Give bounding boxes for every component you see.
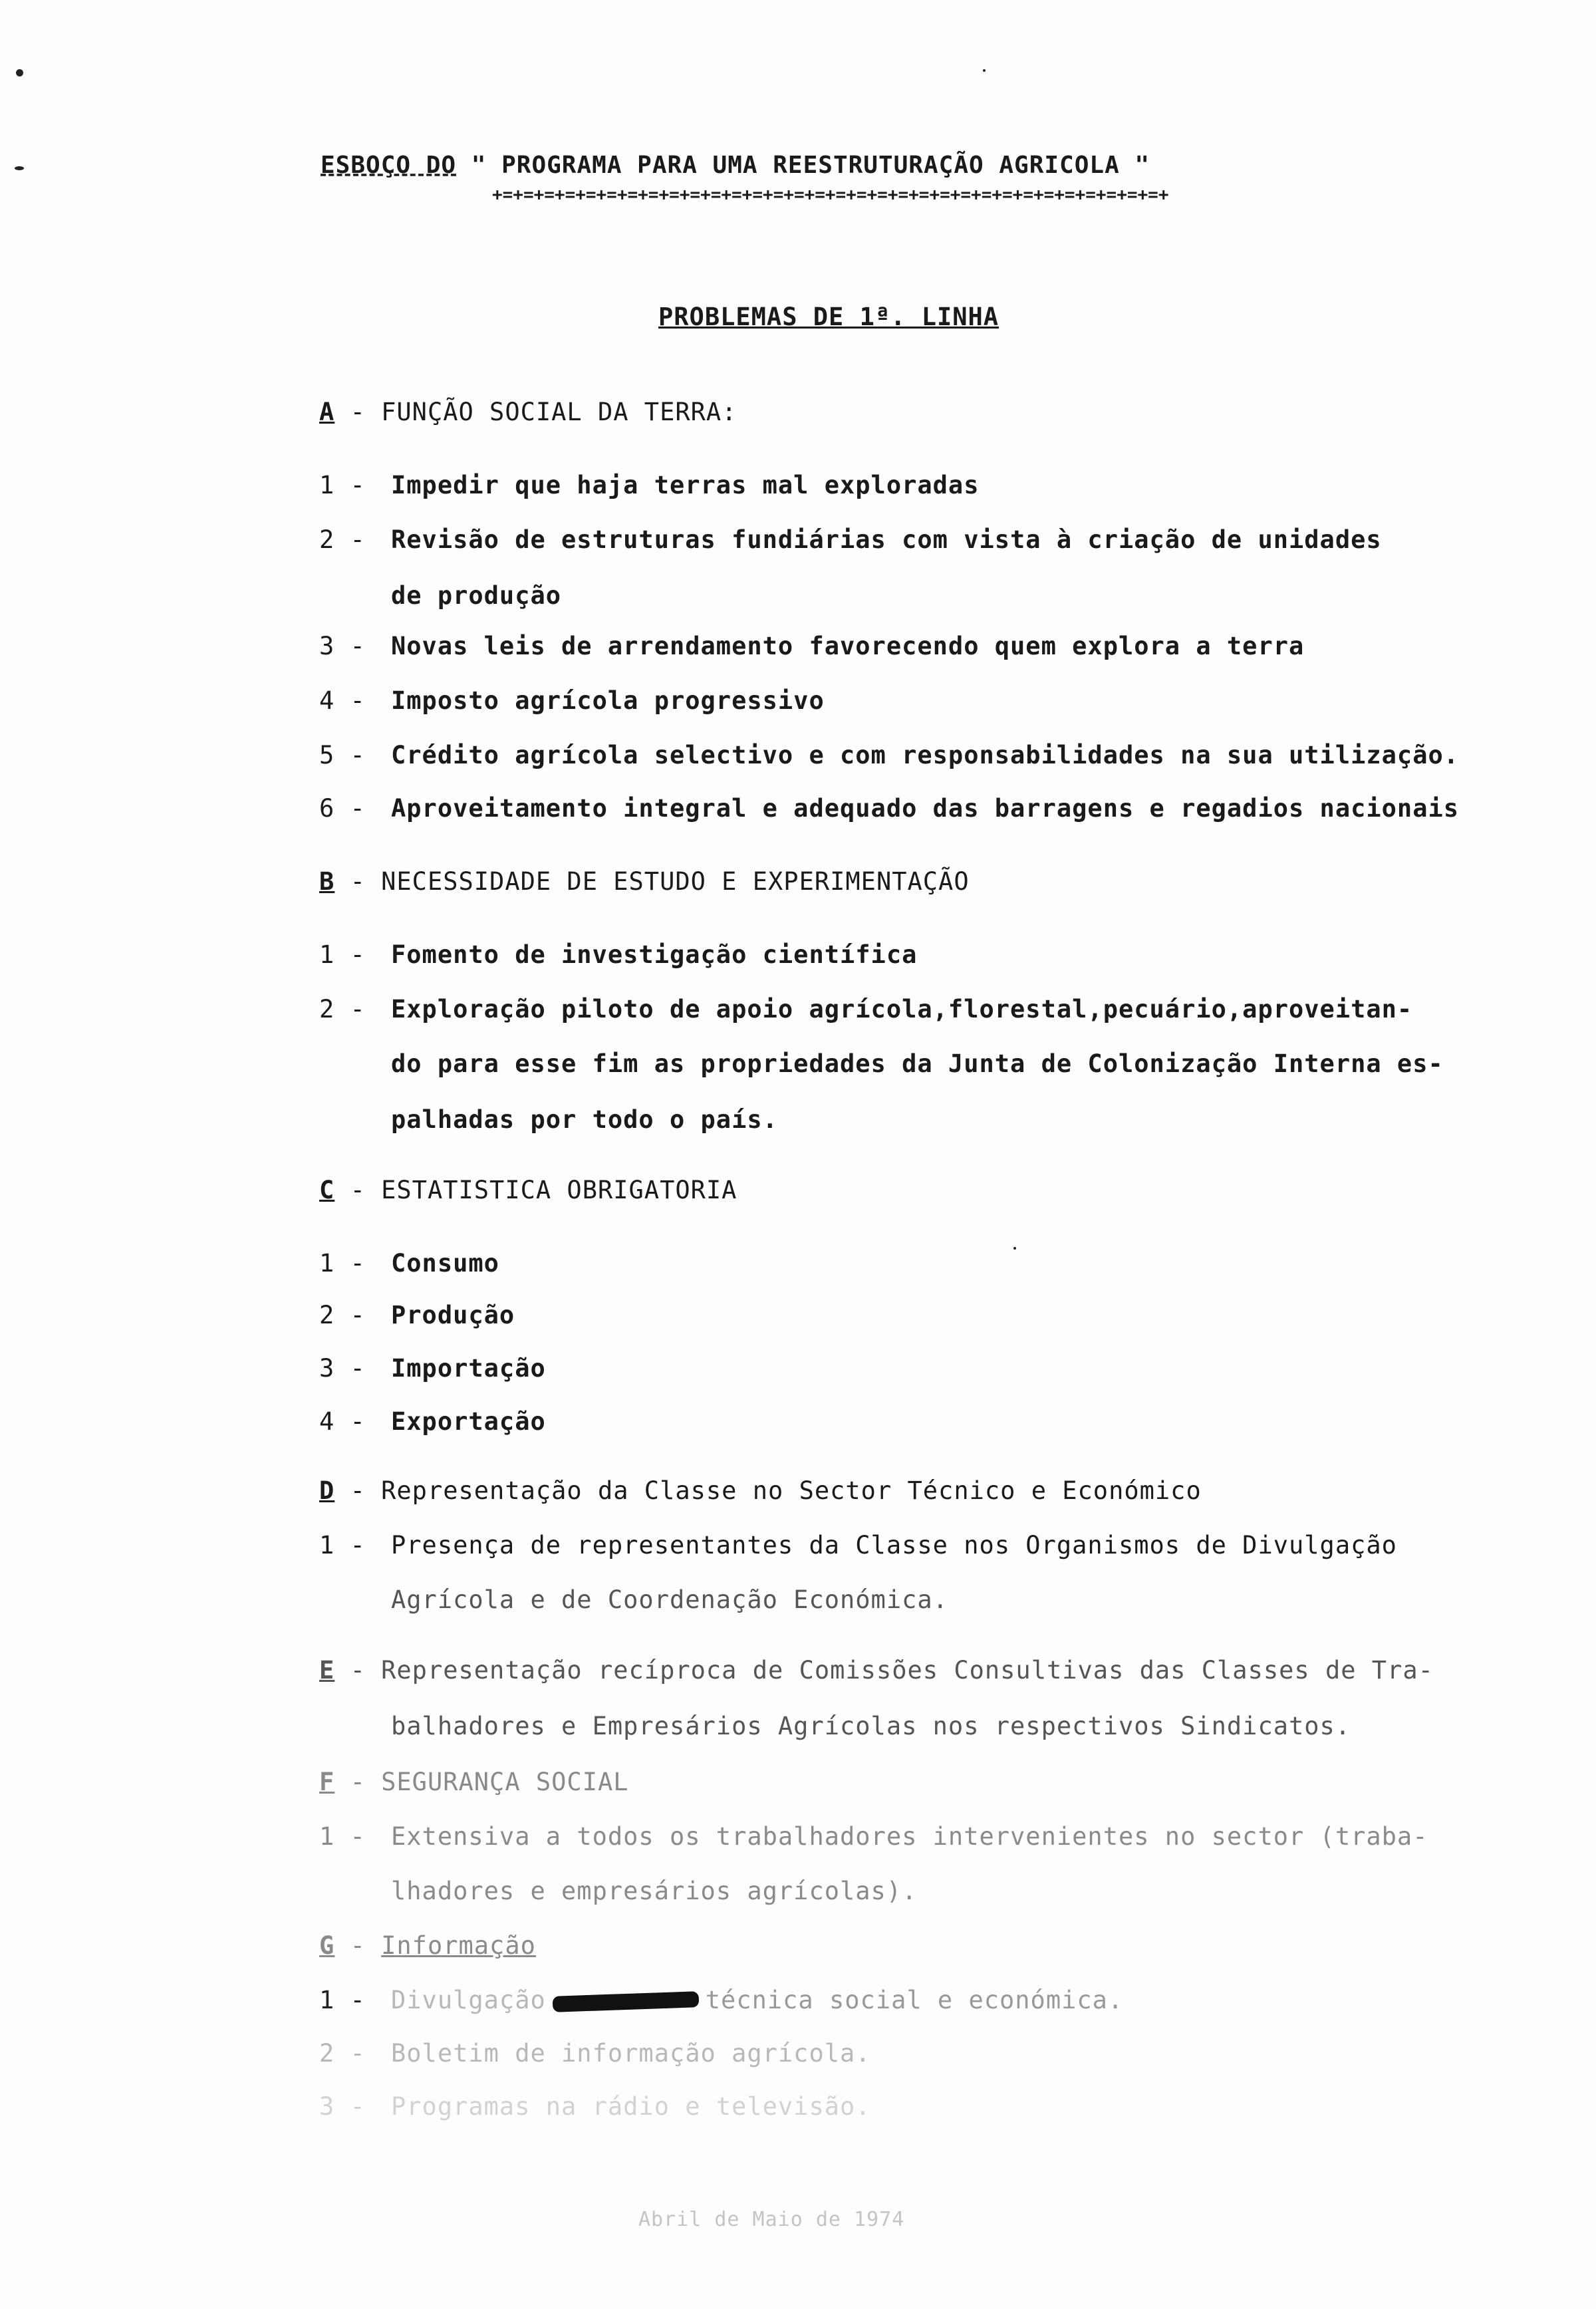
list-item: 3 - Programas na rádio e televisão. (319, 2092, 871, 2121)
title-decoration: +=+=+=+=+=+=+=+=+=+=+=+=+=+=+=+=+=+=+=+=+=+=+=+=+=+=+=+=+=+=+=+=+ (492, 185, 1169, 205)
title-rest: " PROGRAMA PARA UMA REESTRUTURAÇÃO AGRICOLA " (471, 152, 1150, 179)
list-item-continuation: do para esse fim as propriedades da Junta de Colonização Interna es- (391, 1049, 1444, 1078)
list-item-continuation: de produção (391, 581, 562, 610)
section-heading-text: - FUNÇÃO SOCIAL DA TERRA: (350, 398, 737, 426)
list-item: 5 - Crédito agrícola selectivo e com responsabilidades na sua utilização. (319, 741, 1460, 769)
section-letter: A (319, 398, 335, 426)
list-item: 2 - Exploração piloto de apoio agrícola,florestal,pecuário,aproveitan- (319, 995, 1413, 1023)
section-heading-dash: - (350, 1931, 366, 1960)
list-item: 3 - Importação (319, 1354, 546, 1383)
section-letter: G (319, 1931, 335, 1960)
list-item-continuation: palhadas por todo o país. (391, 1105, 778, 1134)
section-b-heading (319, 867, 970, 896)
section-heading-text: - Representação recíproca de Comissões Consultivas das Classes de Tra- (350, 1656, 1434, 1685)
section-letter: C (319, 1176, 335, 1204)
section-f-heading (319, 1768, 629, 1796)
list-item: 2 - Revisão de estruturas fundiárias com vista à criação de unidades (319, 525, 1382, 554)
section-heading-text: - Representação da Classe no Sector Técnico e Económico (350, 1476, 1202, 1505)
section-continuation: balhadores e Empresários Agrícolas nos respectivos Sindicatos. (391, 1712, 1351, 1740)
list-item: 4 - Imposto agrícola progressivo (319, 686, 825, 715)
title-lead: ESBOÇO DO (321, 152, 457, 179)
margin-speck (16, 69, 23, 76)
list-item: 4 - Exportação (319, 1407, 546, 1436)
list-item: 2 - Boletim de informação agrícola. (319, 2039, 871, 2068)
list-item: 1 - Impedir que haja terras mal exploradas (319, 471, 980, 499)
section-c-heading (319, 1176, 737, 1204)
list-item-continuation: Agrícola e de Coordenação Económica. (391, 1585, 948, 1614)
margin-speck (983, 69, 986, 72)
section-d-heading (319, 1476, 1202, 1505)
section-letter: B (319, 867, 335, 896)
section-heading-text: Informação (381, 1931, 536, 1960)
list-item: 6 - Aproveitamento integral e adequado das barragens e regadios nacionais (319, 794, 1460, 823)
list-item: 1 - Extensiva a todos os trabalhadores intervenientes no sector (traba- (319, 1822, 1428, 1851)
list-item: 1 - Presença de representantes da Classe nos Organismos de Divulgação (319, 1531, 1397, 1560)
list-item: 1 - Consumo (319, 1249, 499, 1278)
document-title (321, 152, 1150, 179)
margin-speck (1013, 1247, 1016, 1250)
footer-date: Abril de Maio de 1974 (638, 2208, 905, 2231)
crossed-out-word (552, 1991, 699, 2012)
list-item: 3 - Novas leis de arrendamento favorecendo quem explora a terra (319, 632, 1305, 660)
margin-speck (15, 166, 24, 170)
section-e-heading (319, 1656, 1434, 1685)
list-item: 1 - Fomento de investigação científica (319, 940, 918, 969)
section-letter: F (319, 1768, 335, 1796)
page-subtitle: PROBLEMAS DE 1ª. LINHA (658, 303, 999, 331)
list-item: 2 - Produção (319, 1301, 515, 1329)
section-heading-text: - ESTATISTICA OBRIGATORIA (350, 1176, 737, 1204)
section-letter: D (319, 1476, 335, 1505)
section-heading-text: - SEGURANÇA SOCIAL (350, 1768, 629, 1796)
section-letter: E (319, 1656, 335, 1685)
list-item: 1 - Divulgação técnica social e económica. (319, 1986, 1124, 2014)
list-item-continuation: lhadores e empresários agrícolas). (391, 1877, 918, 1905)
section-g-heading (319, 1931, 536, 1960)
section-heading-text: - NECESSIDADE DE ESTUDO E EXPERIMENTAÇÃO (350, 867, 970, 896)
section-a-heading (319, 398, 737, 426)
